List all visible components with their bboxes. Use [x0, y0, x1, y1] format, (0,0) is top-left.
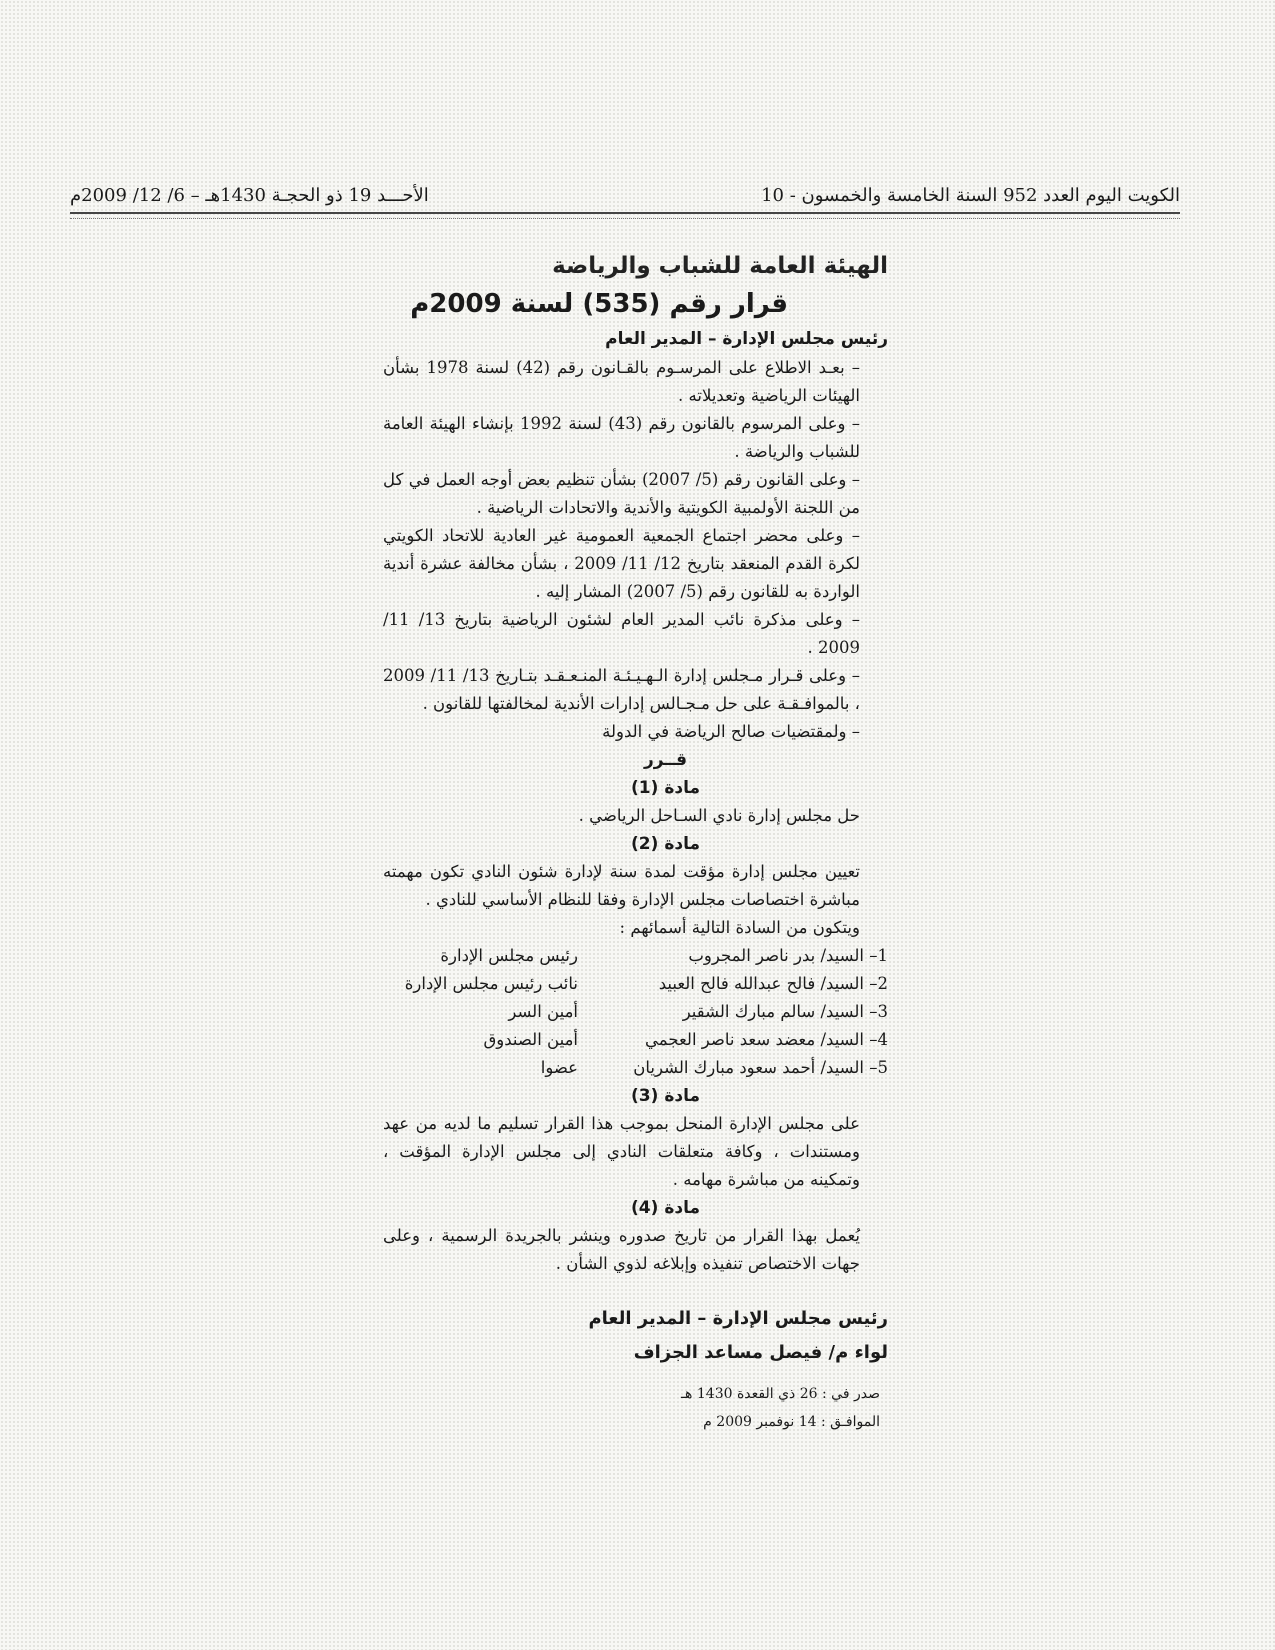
article-heading: مادة (1) — [631, 778, 700, 798]
member-name: 1– السيد/ بدر ناصر المجروب — [688, 946, 888, 965]
issuer-title: رئيس مجلس الإدارة – المدير العام — [605, 329, 888, 349]
article-text: يُعمل بهذا القرار من تاريخ صدوره وينشر بالجريدة الرسمية ، وعلى جهات الاختصاص تنفيذه وإبلاغه لذوي الشأن . — [383, 1226, 860, 1273]
gazette-date: الأحـــد 19 ذو الحجـة 1430هـ – 6/ 12/ 2009م — [70, 185, 429, 206]
preamble-item: – بعـد الاطلاع على المرسـوم بالقـانون رقم (42) لسنة 1978 بشأن الهيئات الرياضية وتعديلاته . — [383, 358, 861, 405]
member-role: نائب رئيس مجلس الإدارة — [404, 974, 578, 993]
article-text: على مجلس الإدارة المنحل بموجب هذا القرار تسليم ما لديه من عهد ومستندات ، وكافة متعلقات النادي إلى مجلس الإدارة المؤقت ، وتمكينه من مباشرة مهامه . — [383, 1114, 860, 1189]
member-row — [383, 970, 888, 998]
article-heading: مادة (4) — [631, 1198, 700, 1218]
member-row — [383, 942, 888, 970]
member-role: أمين الصندوق — [483, 1030, 578, 1049]
member-name: 4– السيد/ معضد سعد ناصر العجمي — [645, 1030, 888, 1049]
preamble-item: – وعلى محضر اجتماع الجمعية العمومية غير العادية للاتحاد الكويتي لكرة القدم المنعقد بتاريخ 12/ 11/ 2009 ، بشأن مخالفة عشرة أندية الواردة به للقانون رقم (5/ 2007) المشار إليه . — [383, 526, 860, 601]
article-text: ويتكون من السادة التالية أسمائهم : — [619, 918, 860, 937]
decision-document — [383, 248, 888, 1436]
preamble-item: – وعلى قـرار مـجلس إدارة الـهـيـئـة المنـعـقـد بتـاريخ 13/ 11/ 2009 ، بالموافـقـة على حل مـجـالس إدارات الأندية لمخالفتها للقانون . — [383, 666, 860, 713]
preamble-item: – وعلى المرسوم بالقانون رقم (43) لسنة 1992 بإنشاء الهيئة العامة للشباب والرياضة . — [383, 414, 861, 461]
article-text: تعيين مجلس إدارة مؤقت لمدة سنة لإدارة شئون النادي تكون مهمته مباشرة اختصاصات مجلس الإدارة وفقا للنظام الأساسي للنادي . — [383, 862, 860, 909]
preamble-item: – ولمقتضيات صالح الرياضة في الدولة — [602, 722, 860, 741]
member-role: أمين السر — [508, 1002, 578, 1021]
article-text: حل مجلس إدارة نادي السـاحل الرياضي . — [578, 806, 860, 825]
member-name: 2– السيد/ فالح عبدالله فالح العبيد — [658, 974, 888, 993]
member-row — [383, 998, 888, 1026]
authority-name: الهيئة العامة للشباب والرياضة — [552, 253, 888, 279]
gazette-issue-info: الكويت اليوم العدد 952 السنة الخامسة والخمسون - 10 — [761, 185, 1180, 206]
member-name: 3– السيد/ سالم مبارك الشقير — [682, 1002, 888, 1021]
decided-label: قــرر — [643, 750, 688, 770]
preamble-item: – وعلى مذكرة نائب المدير العام لشئون الرياضية بتاريخ 13/ 11/ 2009 . — [383, 610, 860, 657]
member-name: 5– السيد/ أحمد سعود مبارك الشريان — [633, 1058, 888, 1077]
signature-name: لواء م/ فيصل مساعد الجزاف — [633, 1342, 888, 1363]
member-role: عضوا — [540, 1058, 578, 1077]
article-heading: مادة (3) — [631, 1086, 700, 1106]
members-list — [383, 942, 888, 1082]
signature-title: رئيس مجلس الإدارة – المدير العام — [588, 1308, 888, 1329]
gazette-header — [70, 182, 1180, 210]
member-row — [383, 1026, 888, 1054]
issue-date-gregorian: الموافـق : 14 نوفمبر 2009 م — [703, 1414, 880, 1430]
article-heading: مادة (2) — [631, 834, 700, 854]
preamble-item: – وعلى القانون رقم (5/ 2007) بشأن تنظيم بعض أوجه العمل في كل من اللجنة الأولمبية الكويتية والأندية والاتحادات الرياضية . — [383, 470, 860, 517]
decision-title: قرار رقم (535) لسنة 2009م — [410, 289, 788, 319]
member-role: رئيس مجلس الإدارة — [440, 946, 578, 965]
header-divider — [70, 212, 1180, 219]
preamble — [383, 354, 888, 746]
member-row — [383, 1054, 888, 1082]
issue-date-hijri: صدر في : 26 ذي القعدة 1430 هـ — [680, 1386, 880, 1402]
